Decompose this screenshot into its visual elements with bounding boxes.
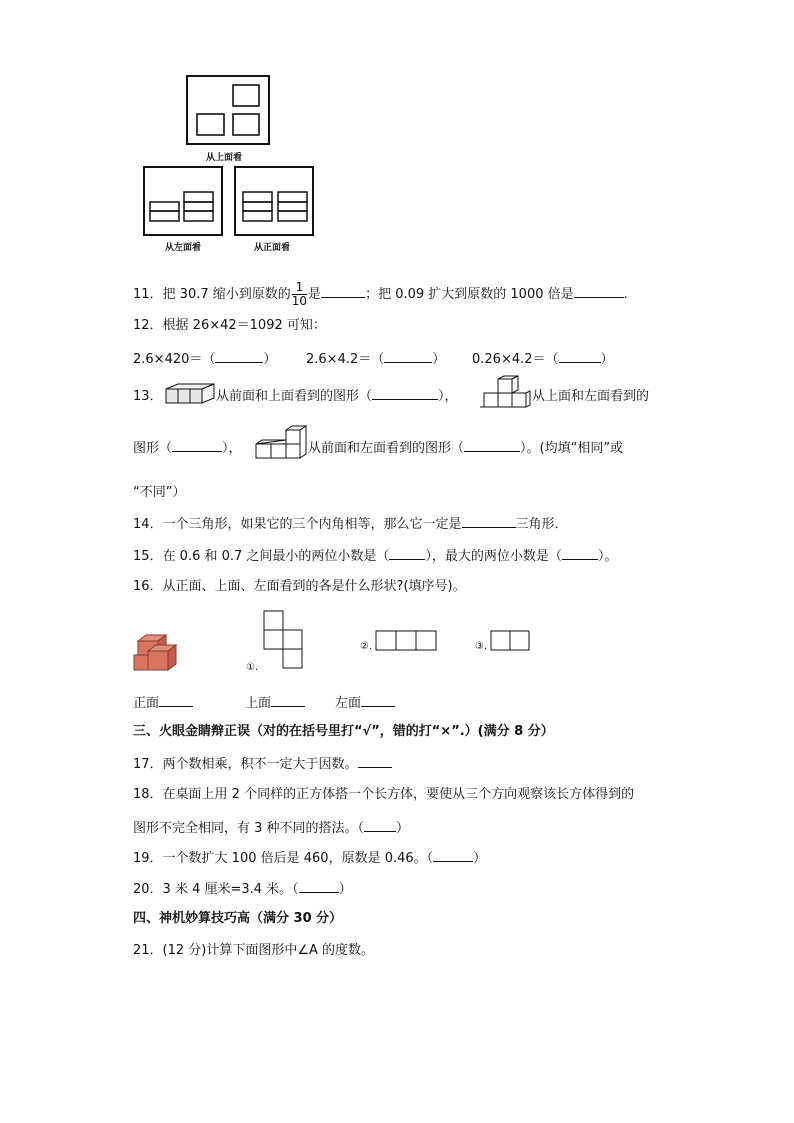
answer-blank[interactable] (389, 546, 425, 560)
caption-front-view: 从正面看 (254, 243, 291, 253)
option-1-label: ①. (246, 662, 259, 673)
answer-blank[interactable] (358, 754, 392, 768)
q12-item-1: 2.6×420＝（ ） (133, 348, 276, 367)
q13-part-5: “不同”） (133, 485, 186, 500)
red-cube-model (134, 633, 182, 673)
question-20: 20．3 米 4 厘米=3.4 米。（ ） (133, 879, 352, 899)
answer-blank[interactable] (159, 693, 193, 707)
option-1-shape (263, 610, 303, 670)
answer-blank[interactable] (299, 879, 339, 893)
caption-left-view: 从左面看 (165, 243, 202, 253)
answer-blank[interactable] (559, 349, 601, 363)
q13-part-1: 从前面和上面看到的图形（ ）， (216, 385, 458, 404)
answer-left: 左面 (335, 692, 395, 711)
q13-part-2: 从上面和左面看到的 (532, 389, 650, 404)
question-11: 11．把 30.7 缩小到原数的 $\frac{1}{10}$ 是 ；把 0.09 扩大到原数的 1000 倍是 . (133, 280, 628, 308)
option-3-shape (490, 630, 532, 652)
left-view-diagram (143, 166, 223, 236)
question-12: 12．根据 26×42＝1092 可知： (133, 318, 326, 333)
section-3-title: 三、火眼金睛辩正误（对的在括号里打“√”，错的打“×”.）(满分 8 分） (133, 724, 554, 739)
answer-top: 上面 (245, 692, 305, 711)
answer-blank[interactable] (215, 349, 263, 363)
option-3-label: ③. (475, 641, 488, 652)
answer-blank[interactable] (574, 284, 624, 298)
question-14: 14．一个三角形，如果它的三个内角相等，那么它一定是 三角形． (133, 514, 568, 534)
top-view-diagram (186, 75, 270, 145)
question-18-line-1: 18．在桌面上用 2 个同样的正方体搭一个长方体，要使从三个方向观察该长方体得到的 (133, 787, 635, 802)
answer-blank[interactable] (364, 818, 396, 832)
q13-part-4: 从前面和左面看到的图形（ ）。(均填“相同”或 (308, 437, 623, 456)
answer-blank[interactable] (562, 546, 598, 560)
section-4-title: 四、神机妙算技巧高（满分 30 分） (133, 911, 343, 926)
answer-blank[interactable] (372, 386, 438, 400)
cube-tower-shape-icon (252, 425, 308, 461)
answer-blank[interactable] (321, 284, 365, 298)
q13-number: 13． (133, 389, 163, 404)
caption-top-view: 从上面看 (206, 153, 243, 163)
answer-blank[interactable] (464, 438, 520, 452)
front-view-diagram (234, 166, 314, 236)
q13-part-3: 图形（ ）， (133, 437, 242, 456)
option-2-label: ②. (360, 641, 373, 652)
answer-front: 正面 (133, 692, 193, 711)
question-16: 16．从正面、上面、左面看到的各是什么形状?(填序号)。 (133, 579, 466, 594)
question-19: 19．一个数扩大 100 倍后是 460，原数是 0.46。（ ） (133, 848, 486, 868)
question-21: 21．(12 分)计算下面图形中∠A 的度数。 (133, 943, 375, 958)
answer-blank[interactable] (172, 438, 222, 452)
q12-item-3: 0.26×4.2＝（ ） (472, 348, 614, 367)
answer-blank[interactable] (271, 693, 305, 707)
answer-blank[interactable] (384, 349, 432, 363)
question-15: 15．在 0.6 和 0.7 之间最小的两位小数是（ ），最大的两位小数是（ ）。 (133, 546, 617, 566)
question-17: 17．两个数相乘，积不一定大于因数。 (133, 754, 392, 774)
option-2-shape (375, 630, 437, 652)
answer-blank[interactable] (361, 693, 395, 707)
answer-blank[interactable] (462, 514, 516, 528)
q12-item-2: 2.6×4.2＝（ ） (306, 348, 445, 367)
question-18-line-2: 图形不完全相同，有 3 种不同的搭法。（ ） (133, 818, 409, 838)
answer-blank[interactable] (433, 848, 473, 862)
cube-row-three-icon (162, 383, 218, 405)
cube-step-shape-icon (478, 376, 532, 410)
fraction: $\frac{1}{10}$ (291, 280, 308, 308)
